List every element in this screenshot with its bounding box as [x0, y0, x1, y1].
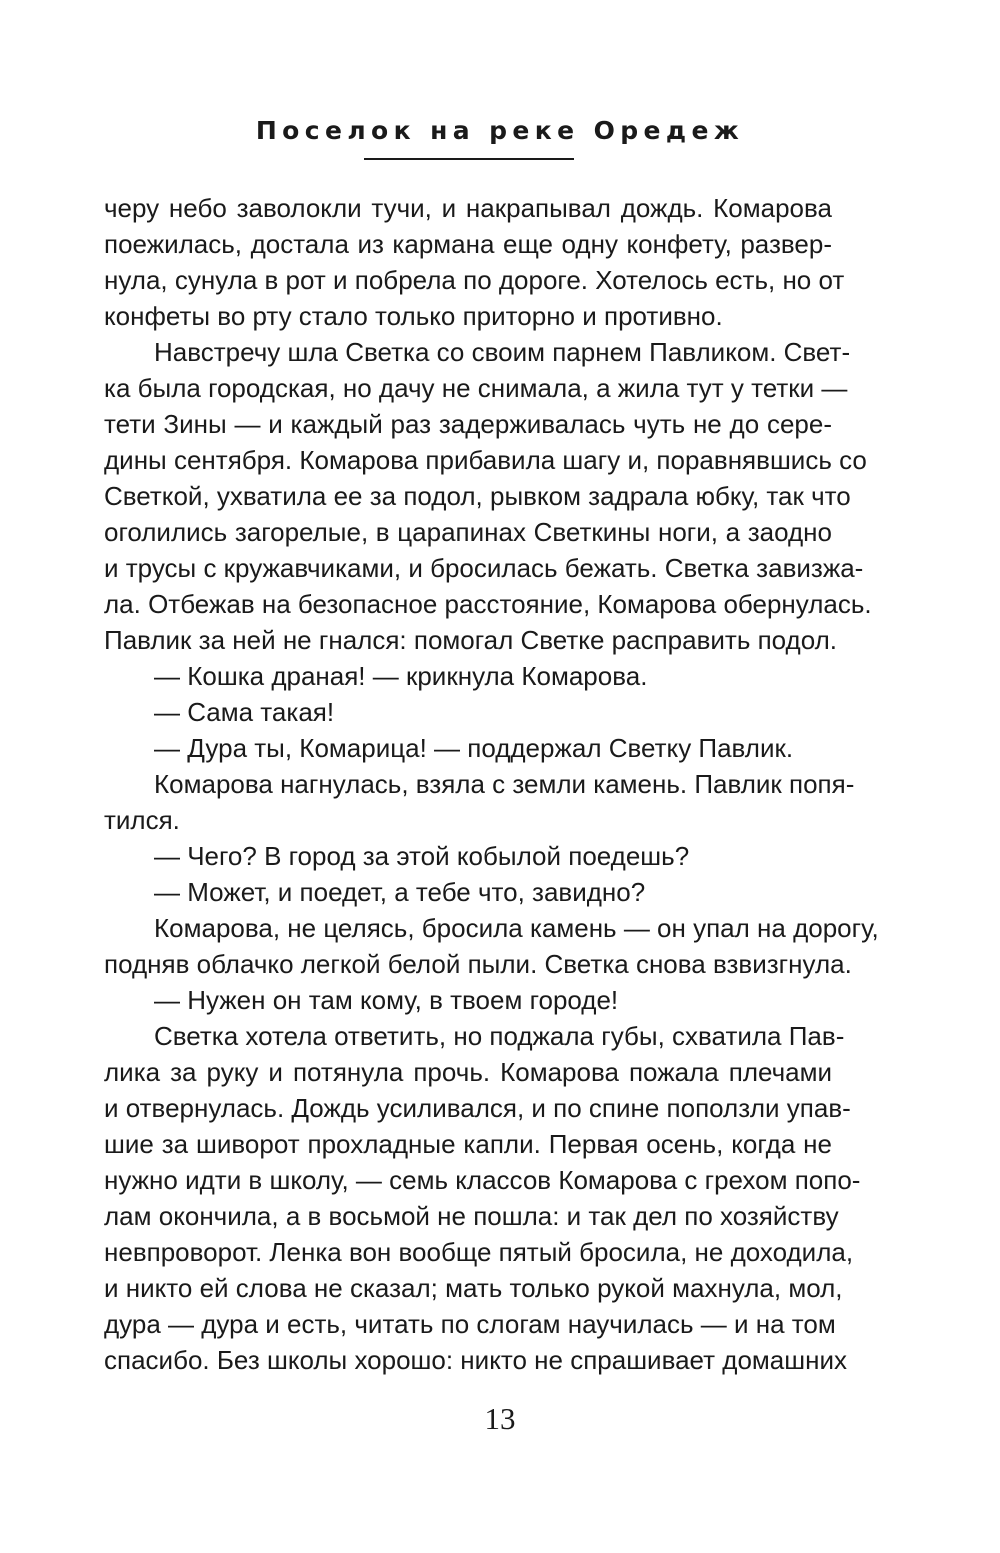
- text-line: черу небо заволокли тучи, и накрапывал дождь. Комарова: [104, 193, 832, 223]
- text-line: дины сентября. Комарова прибавила шагу и, поравнявшись со: [104, 445, 867, 475]
- body-text: [104, 190, 879, 1378]
- text-line: шие за шиворот прохладные капли. Первая осень, когда не: [104, 1129, 832, 1159]
- running-head-title: Поселок на реке Оредеж: [255, 116, 745, 145]
- text-line: Комарова нагнулась, взяла с земли камень. Павлик попя-: [154, 769, 855, 799]
- text-line: — Кошка драная! — крикнула Комарова.: [154, 661, 648, 691]
- text-line: Комарова, не целясь, бросила камень — он упал на дорогу,: [154, 913, 879, 943]
- text-line: тети Зины — и каждый раз задерживалась чуть не до сере-: [104, 409, 832, 439]
- text-line: оголились загорелые, в царапинах Светкины ноги, а заодно: [104, 517, 832, 547]
- text-line: — Дура ты, Комарица! — поддержал Светку Павлик.: [154, 733, 794, 763]
- page-number: 13: [484, 1401, 516, 1436]
- text-line: нула, сунула в рот и побрела по дороге. Хотелось есть, но от: [104, 265, 845, 295]
- text-line: ла. Отбежав на безопасное расстояние, Комарова обернулась.: [104, 589, 872, 619]
- text-line: поежилась, достала из кармана еще одну конфету, развер-: [104, 229, 832, 259]
- text-line: лика за руку и потянула прочь. Комарова пожала плечами: [104, 1057, 832, 1087]
- header-rule: [364, 158, 574, 160]
- text-line: — Чего? В город за этой кобылой поедешь?: [154, 841, 690, 871]
- text-line: невпроворот. Ленка вон вообще пятый бросила, не доходила,: [104, 1237, 854, 1267]
- text-line: Светкой, ухватила ее за подол, рывком задрала юбку, так что: [104, 481, 851, 511]
- text-line: Навстречу шла Светка со своим парнем Павликом. Свет-: [154, 337, 851, 367]
- text-line: Светка хотела ответить, но поджала губы, схватила Пав-: [154, 1021, 845, 1051]
- text-line: и трусы с кружавчиками, и бросилась бежать. Светка завизжа-: [104, 553, 864, 583]
- text-line: лам окончила, а в восьмой не пошла: и так дел по хозяйству: [104, 1201, 839, 1231]
- text-line: и никто ей слова не сказал; мать только рукой махнула, мол,: [104, 1273, 843, 1303]
- text-line: и отвернулась. Дождь усиливался, и по спине поползли упав-: [104, 1093, 851, 1123]
- text-line: тился.: [104, 805, 180, 835]
- text-line: — Может, и поедет, а тебе что, завидно?: [154, 877, 646, 907]
- text-line: нужно идти в школу, — семь классов Комарова с грехом попо-: [104, 1165, 861, 1195]
- text-line: — Сама такая!: [154, 697, 335, 727]
- text-line: Павлик за ней не гнался: помогал Светке расправить подол.: [104, 625, 838, 655]
- text-line: спасибо. Без школы хорошо: никто не спрашивает домашних: [104, 1345, 847, 1375]
- text-line: дура — дура и есть, читать по слогам научилась — и на том: [104, 1309, 836, 1339]
- text-line: — Нужен он там кому, в твоем городе!: [154, 985, 619, 1015]
- text-line: конфеты во рту стало только приторно и противно.: [104, 301, 723, 331]
- text-line: подняв облачко легкой белой пыли. Светка снова взвизгнула.: [104, 949, 852, 979]
- text-line: ка была городская, но дачу не снимала, а жила тут у тетки —: [104, 373, 848, 403]
